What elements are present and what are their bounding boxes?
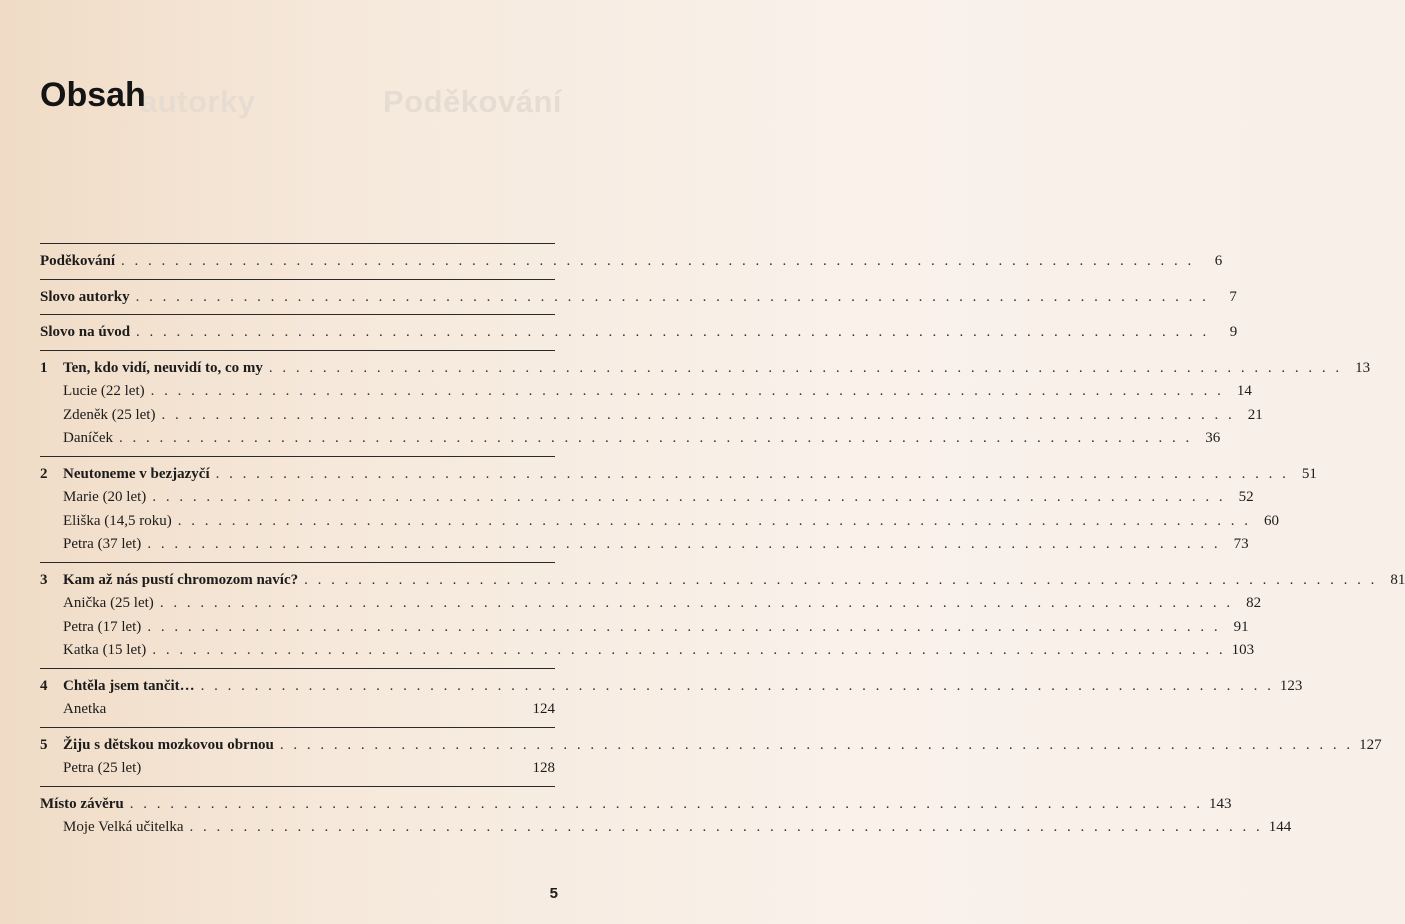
toc-section — [40, 280, 1237, 315]
toc-entry — [40, 533, 1249, 557]
page-number: 5 — [549, 885, 558, 902]
toc-entry-page: 7 — [1229, 288, 1237, 305]
toc-entry — [40, 286, 1237, 310]
toc-entry — [40, 616, 1249, 640]
dot-leader: . . . . . . . . . . . . . . . . . . . . . . . . . . . . . . . . . . . . . . . . . . . . . . . . . . . . . . . . . . . . . . . . . . . . . . . . . . . . . . . . — [136, 324, 1210, 340]
toc-entry-title: Petra (25 let) — [63, 760, 142, 776]
toc-entry — [40, 569, 1405, 593]
toc-section — [40, 787, 1292, 845]
toc-entry-title: Katka (15 let) — [63, 642, 147, 658]
toc-entry — [40, 357, 1371, 381]
dot-leader: . . . . . . . . . . . . . . . . . . . . . . . . . . . . . . . . . . . . . . . . . . . . . . . . . . . . . . . . . . . . . . . . . . . . . . . . . . . . . . . . — [159, 595, 1234, 611]
toc-entry-page: 144 — [1268, 819, 1292, 835]
dot-leader: . . . . . . . . . . . . . . . . . . . . . . . . . . . . . . . . . . . . . . . . . . . . . . . . . . . . . . . . . . . . . . . . . . . . . . . . . . . . . . . . — [177, 512, 1251, 529]
toc-entry-title: Místo závěru — [40, 795, 124, 812]
toc-entry-label — [40, 734, 274, 758]
toc-entry-label — [40, 698, 106, 722]
toc-entry-title: Kam až nás pustí chromozom navíc? — [63, 571, 299, 588]
bleed-through-text: Poděkování — [383, 84, 562, 119]
toc-entry-title: Petra (17 let) — [63, 618, 142, 635]
toc-entry — [40, 675, 1303, 699]
toc-entry-title: Slovo autorky — [40, 288, 130, 305]
toc-section — [40, 351, 1371, 456]
toc-entry — [40, 404, 1263, 428]
bleed-through-text: autorky — [140, 84, 256, 119]
toc-entry-page: 91 — [1233, 618, 1249, 635]
toc-entry-title: Chtěla jsem tančit… — [63, 677, 195, 694]
toc-entry-page: 60 — [1263, 512, 1279, 529]
chapter-number: 4 — [40, 677, 48, 694]
toc-entry-title: Lucie (22 let) — [63, 383, 145, 399]
toc-entry — [40, 321, 1238, 345]
toc-entry — [40, 427, 1221, 451]
toc-entry-page: 82 — [1246, 595, 1262, 611]
toc-entry-page: 127 — [1359, 736, 1382, 753]
toc-entry — [40, 698, 555, 722]
toc-section — [40, 457, 1317, 562]
toc-entry — [40, 816, 1292, 840]
toc-entry-title: Marie (20 let) — [63, 489, 147, 505]
toc-section — [40, 563, 1405, 668]
toc-entry-page: 128 — [532, 760, 555, 776]
toc-entry-page: 36 — [1205, 430, 1221, 446]
toc-entry-title: Moje Velká učitelka — [63, 819, 184, 835]
toc-entry — [40, 380, 1252, 404]
toc-entry — [40, 639, 1255, 663]
toc-section — [40, 728, 1382, 786]
toc-entry-label — [40, 793, 124, 817]
toc-entry-page: 73 — [1233, 536, 1249, 552]
toc-entry-title: Žiju s dětskou mozkovou obrnou — [63, 736, 274, 753]
toc-entry — [40, 592, 1262, 616]
toc-entry — [40, 463, 1317, 487]
toc-entry-title: Zdeněk (25 let) — [63, 406, 156, 423]
dot-leader: . . . . . . . . . . . . . . . . . . . . . . . . . . . . . . . . . . . . . . . . . . . . . . . . . . . . . . . . . . . . . . . . . . . . . . . . . . . . . . . . — [147, 618, 1221, 635]
dot-leader: . . . . . . . . . . . . . . . . . . . . . . . . . . . . . . . . . . . . . . . . . . . . . . . . . . . . . . . . . . . . . . . . . . . . . . . . . . . . . . . . — [147, 536, 1221, 552]
toc-entry-label — [40, 427, 113, 451]
toc-entry-label — [40, 569, 298, 593]
toc-section — [40, 669, 1303, 727]
toc-entry-label — [40, 321, 130, 345]
toc-section — [40, 315, 1238, 350]
toc-entry — [40, 486, 1254, 510]
toc-entry-label — [40, 675, 195, 699]
toc-entry-title: Anetka — [63, 701, 107, 717]
toc-entry — [40, 757, 555, 781]
toc-entry-page: 21 — [1247, 406, 1263, 423]
toc-entry-label — [40, 510, 172, 534]
toc-entry-page: 13 — [1355, 359, 1371, 376]
dot-leader: . . . . . . . . . . . . . . . . . . . . . . . . . . . . . . . . . . . . . . . . . . . . . . . . . . . . . . . . . . . . . . . . . . . . . . . . . . . . . . . . — [129, 795, 1203, 812]
toc-entry-label — [40, 404, 155, 428]
chapter-number: 2 — [40, 465, 48, 482]
toc-entry-page: 143 — [1208, 795, 1232, 812]
toc-entry-title: Anička (25 let) — [63, 595, 154, 611]
dot-leader: . . . . . . . . . . . . . . . . . . . . . . . . . . . . . . . . . . . . . . . . . . . . . . . . . . . . . . . . . . . . . . . . . . . . . . . . . . . . . . . . — [189, 819, 1263, 835]
dot-leader: . . . . . . . . . . . . . . . . . . . . . . . . . . . . . . . . . . . . . . . . . . . . . . . . . . . . . . . . . . . . . . . . . . . . . . . . . . . . . . . . — [279, 736, 1354, 753]
toc-entry-title: Neutoneme v bezjazyčí — [63, 465, 210, 482]
dot-leader: . . . . . . . . . . . . . . . . . . . . . . . . . . . . . . . . . . . . . . . . . . . . . . . . . . . . . . . . . . . . . . . . . . . . . . . . . . . . . . . . — [121, 253, 1195, 269]
dot-leader: . . . . . . . . . . . . . . . . . . . . . . . . . . . . . . . . . . . . . . . . . . . . . . . . . . . . . . . . . . . . . . . . . . . . . . . . . . . . . . . . — [135, 288, 1209, 305]
toc-entry-label — [40, 463, 210, 487]
toc-entry-title: Daníček — [63, 430, 113, 446]
dot-leader: . . . . . . . . . . . . . . . . . . . . . . . . . . . . . . . . . . . . . . . . . . . . . . . . . . . . . . . . . . . . . . . . . . . . . . . . . . . . . . . . — [152, 642, 1226, 658]
toc-entry-label — [40, 250, 115, 274]
page-title: Obsah — [40, 76, 146, 114]
toc-section — [40, 244, 1223, 279]
toc-entry-page: 6 — [1214, 253, 1223, 269]
dot-leader: . . . . . . . . . . . . . . . . . . . . . . . . . . . . . . . . . . . . . . . . . . . . . . . . . . . . . . . . . . . . . . . . . . . . . . . . . . . . . . . . — [118, 430, 1193, 446]
dot-leader: . . . . . . . . . . . . . . . . . . . . . . . . . . . . . . . . . . . . . . . . . . . . . . . . . . . . . . . . . . . . . . . . . . . . . . . . . . . . . . . . — [161, 406, 1235, 423]
table-of-contents — [40, 243, 1405, 845]
toc-entry-page: 51 — [1301, 465, 1317, 482]
toc-entry-title: Petra (37 let) — [63, 536, 142, 552]
chapter-number: 5 — [40, 736, 48, 753]
toc-entry-title: Poděkování — [40, 253, 116, 269]
toc-entry-label — [40, 592, 154, 616]
toc-entry-page: 124 — [532, 701, 555, 717]
toc-entry-title: Eliška (14,5 roku) — [63, 512, 172, 529]
dot-leader: . . . . . . . . . . . . . . . . . . . . . . . . . . . . . . . . . . . . . . . . . . . . . . . . . . . . . . . . . . . . . . . . . . . . . . . . . . . . . . . . — [215, 465, 1289, 482]
toc-entry-label — [40, 486, 146, 510]
dot-leader: . . . . . . . . . . . . . . . . . . . . . . . . . . . . . . . . . . . . . . . . . . . . . . . . . . . . . . . . . . . . . . . . . . . . . . . . . . . . . . . . — [268, 359, 1343, 376]
dot-leader: . . . . . . . . . . . . . . . . . . . . . . . . . . . . . . . . . . . . . . . . . . . . . . . . . . . . . . . . . . . . . . . . . . . . . . . . . . . . . . . . — [200, 677, 1274, 694]
toc-entry-label — [40, 639, 146, 663]
toc-entry-page: 123 — [1279, 677, 1303, 694]
toc-entry-label — [40, 357, 263, 381]
chapter-number: 3 — [40, 571, 48, 588]
toc-entry-label — [40, 286, 130, 310]
toc-entry-title: Ten, kdo vidí, neuvidí to, co my — [63, 359, 263, 376]
toc-entry-page: 81 — [1390, 571, 1405, 588]
toc-entry-label — [40, 816, 184, 840]
toc-entry — [40, 250, 1223, 274]
toc-entry-label — [40, 380, 145, 404]
toc-entry-page: 52 — [1238, 489, 1254, 505]
toc-entry-page: 9 — [1229, 324, 1238, 340]
toc-entry — [40, 734, 1382, 758]
toc-entry — [40, 510, 1279, 534]
dot-leader: . . . . . . . . . . . . . . . . . . . . . . . . . . . . . . . . . . . . . . . . . . . . . . . . . . . . . . . . . . . . . . . . . . . . . . . . . . . . . . . . — [150, 383, 1224, 399]
toc-entry-page: 103 — [1231, 642, 1255, 658]
toc-entry-title: Slovo na úvod — [40, 324, 131, 340]
toc-entry-label — [40, 757, 141, 781]
toc-entry — [40, 793, 1232, 817]
toc-entry-label — [40, 616, 141, 640]
dot-leader: . . . . . . . . . . . . . . . . . . . . . . . . . . . . . . . . . . . . . . . . . . . . . . . . . . . . . . . . . . . . . . . . . . . . . . . . . . . . . . . . — [304, 571, 1378, 588]
chapter-number: 1 — [40, 359, 48, 376]
dot-leader: . . . . . . . . . . . . . . . . . . . . . . . . . . . . . . . . . . . . . . . . . . . . . . . . . . . . . . . . . . . . . . . . . . . . . . . . . . . . . . . . — [152, 489, 1226, 505]
toc-entry-label — [40, 533, 141, 557]
toc-entry-page: 14 — [1236, 383, 1252, 399]
